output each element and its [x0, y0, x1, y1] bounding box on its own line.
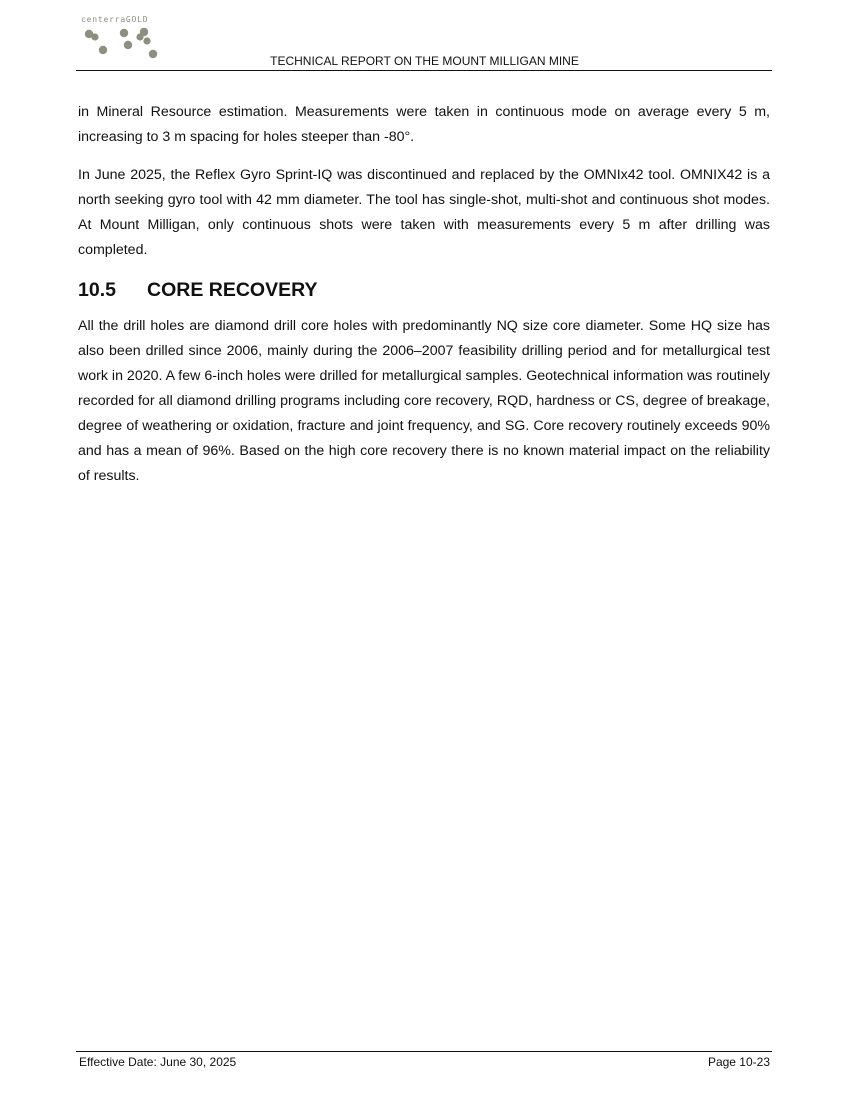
footer-page-number: Page 10-23: [707, 1055, 770, 1069]
report-header-title: TECHNICAL REPORT ON THE MOUNT MILLIGAN MINE: [270, 54, 579, 68]
footer-divider: [76, 1051, 772, 1052]
section-number: 10.5: [78, 279, 116, 301]
page-body: [78, 100, 770, 502]
header-divider: [76, 70, 772, 71]
section-heading: [78, 276, 770, 304]
footer-effective-date: Effective Date: June 30, 2025: [79, 1055, 237, 1069]
paragraph-measurement-continued: in Mineral Resource estimation. Measurements were taken in continuous mode on average every 5 m, increasing to 3 m spacing for holes steeper than -80°.: [78, 104, 770, 145]
section-title: CORE RECOVERY: [147, 279, 318, 301]
logo-wordmark: centerraGOLD: [81, 15, 149, 24]
paragraph-omnix42-tool: In June 2025, the Reflex Gyro Sprint-IQ was discontinued and replaced by the OMNIx42 tool. OMNIX42 is a north seeking gyro tool with 42 mm diameter. The tool has single-shot, multi-shot and continuous shot modes. At Mount Milligan, only continuous shots were taken with measurements every 5 m after drilling was completed.: [78, 167, 770, 258]
paragraph-core-recovery: All the drill holes are diamond drill core holes with predominantly NQ size core diameter. Some HQ size has also been drilled since 2006, mainly during the 2006–2007 feasibility drilling period and for metallurgical test work in 2020. A few 6-inch holes were drilled for metallurgical samples. Geotechnical information was routinely recorded for all diamond drilling programs including core recovery, RQD, hardness or CS, degree of breakage, degree of weathering or oxidation, fracture and joint frequency, and SG. Core recovery routinely exceeds 90% and has a mean of 96%. Based on the high core recovery there is no known material impact on the reliability of results.: [78, 318, 770, 484]
